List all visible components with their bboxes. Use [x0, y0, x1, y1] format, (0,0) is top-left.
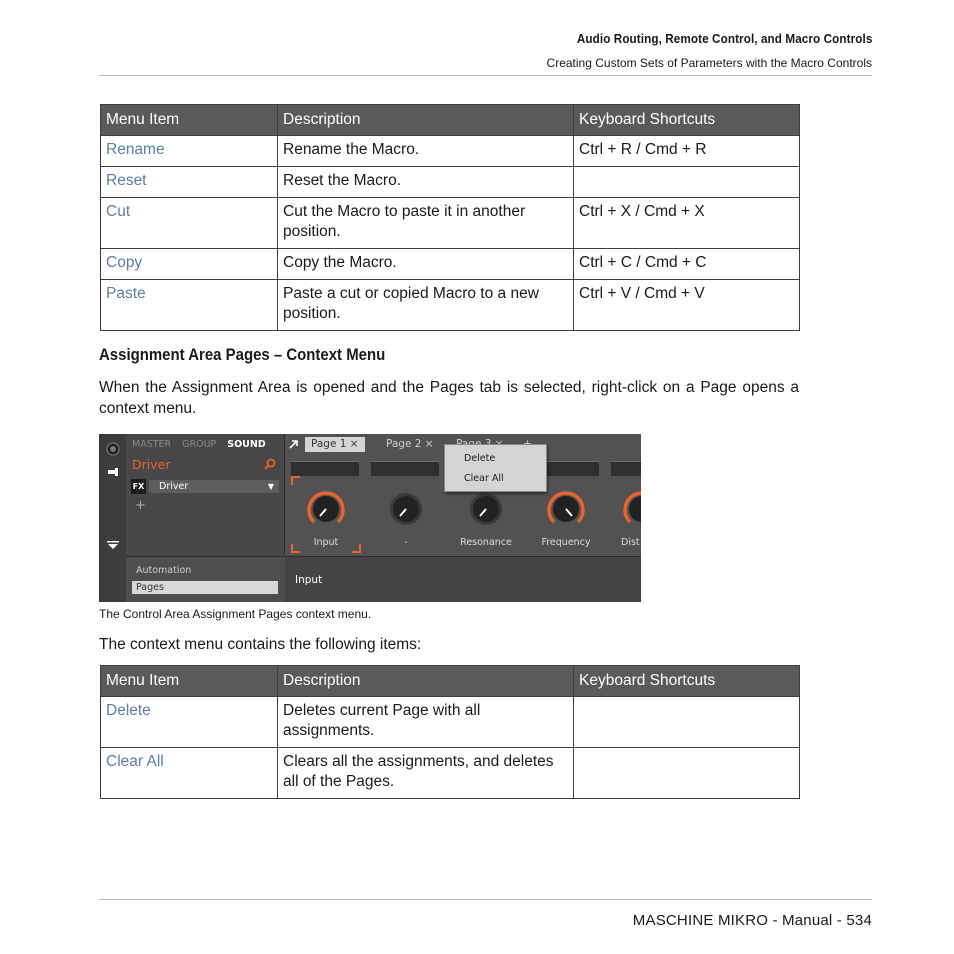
- shortcut-cell: Ctrl + R / Cmd + R: [574, 136, 800, 167]
- shortcut-cell: [574, 697, 800, 748]
- context-menu-intro: The context menu contains the following items:: [99, 636, 422, 653]
- menu-item-link[interactable]: Delete: [101, 697, 278, 748]
- figure-caption: The Control Area Assignment Pages context menu.: [99, 607, 372, 621]
- add-plugin-button[interactable]: +: [135, 498, 146, 513]
- parameter-name-bar: [285, 556, 641, 602]
- macro-slot[interactable]: [371, 461, 439, 476]
- page-context-menu: [444, 444, 547, 492]
- knob-label: Frequency: [541, 537, 591, 548]
- table-row: [101, 280, 800, 331]
- shortcut-cell: Ctrl + X / Cmd + X: [574, 198, 800, 249]
- shortcut-cell: [574, 167, 800, 198]
- shortcut-cell: Ctrl + C / Cmd + C: [574, 249, 800, 280]
- selection-corner: [291, 476, 300, 485]
- menu-item-link[interactable]: Copy: [101, 249, 278, 280]
- col-header-menu-item: Menu Item: [101, 105, 278, 136]
- parameter-name: Input: [295, 574, 323, 586]
- table-header-row: [101, 105, 800, 136]
- tab-sound[interactable]: SOUND: [227, 439, 266, 450]
- intro-paragraph: When the Assignment Area is opened and the Pages tab is selected, right-click on a Page opens a context menu.: [99, 379, 799, 417]
- tab-master[interactable]: MASTER: [132, 439, 172, 450]
- context-menu-screenshot: [99, 434, 641, 602]
- page-footer: MASCHINE MIKRO - Manual - 534: [632, 912, 872, 929]
- collapse-down-icon[interactable]: [106, 538, 120, 552]
- plugin-name: Driver: [159, 481, 189, 492]
- menu-item-link[interactable]: Reset: [101, 167, 278, 198]
- menu-item-link[interactable]: Paste: [101, 280, 278, 331]
- page-tab-label: Page 2: [386, 438, 422, 450]
- chevron-down-icon: ▼: [267, 482, 274, 491]
- description-cell: Deletes current Page with all assignments.: [278, 697, 574, 748]
- table-row: [101, 198, 800, 249]
- knob-label: Input: [313, 537, 339, 548]
- tab-group[interactable]: GROUP: [182, 439, 217, 450]
- section-subtitle: Creating Custom Sets of Parameters with the Macro Controls: [546, 56, 872, 70]
- description-cell: Reset the Macro.: [278, 167, 574, 198]
- section-heading: Assignment Area Pages – Context Menu: [99, 345, 386, 364]
- col-header-description: Description: [278, 666, 574, 697]
- pages-tab[interactable]: Pages: [132, 581, 278, 594]
- sound-name: Driver: [132, 457, 171, 472]
- table-row: [101, 697, 800, 748]
- description-cell: Clears all the assignments, and deletes all of the Pages.: [278, 748, 574, 799]
- page-tab-1[interactable]: Page 1 ×: [305, 437, 365, 452]
- macro-slot[interactable]: [291, 461, 359, 476]
- header-divider: [99, 75, 872, 76]
- col-header-shortcuts: Keyboard Shortcuts: [574, 105, 800, 136]
- knob-label: Resonance: [460, 537, 512, 548]
- col-header-shortcuts: Keyboard Shortcuts: [574, 666, 800, 697]
- macro-slot[interactable]: [611, 461, 641, 476]
- menu-item-link[interactable]: Cut: [101, 198, 278, 249]
- fx-slot: [131, 479, 279, 494]
- shortcut-cell: Ctrl + V / Cmd + V: [574, 280, 800, 331]
- footer-divider: [99, 899, 872, 900]
- table-header-row: [101, 666, 800, 697]
- description-cell: Cut the Macro to paste it in another position.: [278, 198, 574, 249]
- search-icon[interactable]: [264, 458, 276, 470]
- description-cell: Copy the Macro.: [278, 249, 574, 280]
- fx-badge: FX: [131, 479, 146, 494]
- plug-icon[interactable]: [106, 465, 120, 479]
- context-menu-clear-all[interactable]: Clear All: [464, 473, 504, 484]
- col-header-description: Description: [278, 105, 574, 136]
- description-cell: Rename the Macro.: [278, 136, 574, 167]
- automation-label[interactable]: Automation: [136, 565, 192, 576]
- knob-input[interactable]: [306, 489, 346, 529]
- macro-area: [285, 434, 641, 556]
- knob-label: Dist: [621, 537, 640, 548]
- table-row: [101, 136, 800, 167]
- assignment-sidebar: [126, 556, 284, 602]
- table-row: [101, 249, 800, 280]
- menu-item-link[interactable]: Clear All: [101, 748, 278, 799]
- table-row: [101, 748, 800, 799]
- sound-rack-panel: [126, 434, 285, 556]
- shortcut-cell: [574, 748, 800, 799]
- plugin-select[interactable]: [149, 480, 279, 493]
- knob-frequency[interactable]: [546, 489, 586, 529]
- page-tab-2[interactable]: Page 2 ×: [386, 438, 434, 450]
- col-header-menu-item: Menu Item: [101, 666, 278, 697]
- context-menu-delete[interactable]: Delete: [464, 453, 496, 464]
- knob-resonance[interactable]: [466, 489, 506, 529]
- knob-empty[interactable]: [386, 489, 426, 529]
- master-volume-icon[interactable]: [106, 442, 120, 456]
- macro-menu-table: [100, 104, 800, 331]
- rack-tabs: [132, 439, 277, 450]
- chapter-title: Audio Routing, Remote Control, and Macro Controls: [576, 31, 872, 46]
- left-icon-column: [99, 434, 126, 602]
- table-row: [101, 167, 800, 198]
- page-tab-label: Page 1: [311, 438, 347, 450]
- knob-label: -: [404, 537, 408, 548]
- context-menu-table: [100, 665, 800, 799]
- menu-item-link[interactable]: Rename: [101, 136, 278, 167]
- expand-arrow-icon[interactable]: [289, 439, 299, 449]
- description-cell: Paste a cut or copied Macro to a new position.: [278, 280, 574, 331]
- knob-dist[interactable]: [622, 489, 641, 529]
